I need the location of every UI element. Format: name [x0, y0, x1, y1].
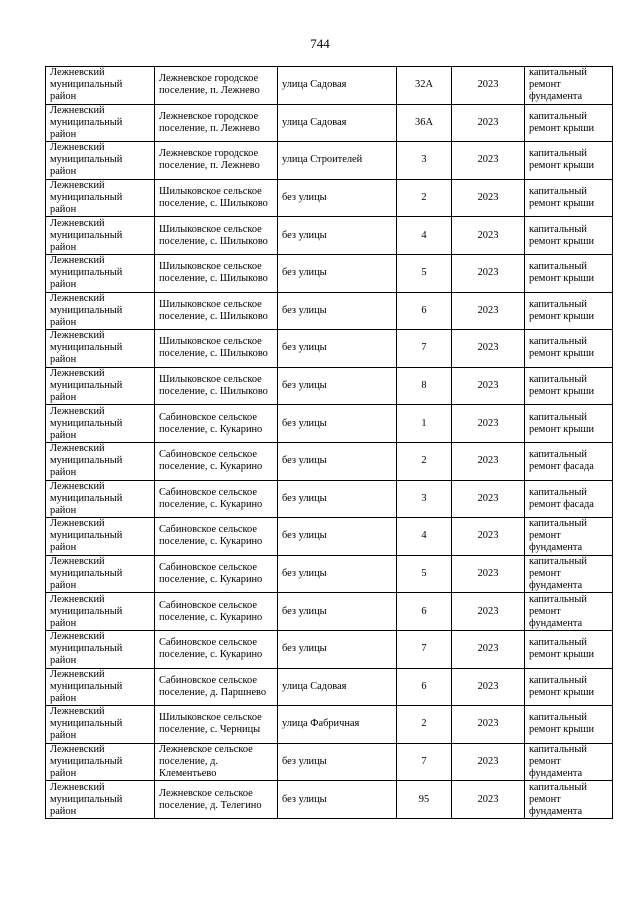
work-type-cell: капитальный ремонт крыши	[525, 405, 613, 443]
table-row	[46, 781, 613, 819]
work-type-cell: капитальный ремонт фундамента	[525, 67, 613, 105]
district-cell: Лежневский муниципальный район	[46, 104, 155, 142]
district-cell: Лежневский муниципальный район	[46, 367, 155, 405]
street-cell: без улицы	[278, 442, 397, 480]
settlement-cell: Сабиновское сельское поселение, с. Кукарино	[155, 480, 278, 518]
district-cell: Лежневский муниципальный район	[46, 518, 155, 556]
district-cell: Лежневский муниципальный район	[46, 442, 155, 480]
table-row	[46, 405, 613, 443]
table-row	[46, 518, 613, 556]
table-row	[46, 668, 613, 706]
year-cell: 2023	[452, 179, 525, 217]
table-row	[46, 292, 613, 330]
settlement-cell: Сабиновское сельское поселение, д. Паршнево	[155, 668, 278, 706]
house-number-cell: 7	[397, 630, 452, 668]
street-cell: улица Садовая	[278, 668, 397, 706]
page-number: 744	[310, 36, 330, 51]
street-cell: без улицы	[278, 179, 397, 217]
district-cell: Лежневский муниципальный район	[46, 706, 155, 744]
year-cell: 2023	[452, 781, 525, 819]
year-cell: 2023	[452, 743, 525, 781]
table-row	[46, 217, 613, 255]
settlement-cell: Сабиновское сельское поселение, с. Кукарино	[155, 593, 278, 631]
settlement-cell: Шилыковское сельское поселение, с. Черницы	[155, 706, 278, 744]
district-cell: Лежневский муниципальный район	[46, 781, 155, 819]
work-type-cell: капитальный ремонт крыши	[525, 217, 613, 255]
settlement-cell: Лежневское городское поселение, п. Лежнево	[155, 142, 278, 180]
house-number-cell: 4	[397, 217, 452, 255]
district-cell: Лежневский муниципальный район	[46, 593, 155, 631]
house-number-cell: 95	[397, 781, 452, 819]
house-number-cell: 2	[397, 179, 452, 217]
street-cell: без улицы	[278, 743, 397, 781]
district-cell: Лежневский муниципальный район	[46, 254, 155, 292]
street-cell: без улицы	[278, 518, 397, 556]
house-number-cell: 4	[397, 518, 452, 556]
house-number-cell: 7	[397, 330, 452, 368]
year-cell: 2023	[452, 67, 525, 105]
settlement-cell: Сабиновское сельское поселение, с. Кукарино	[155, 555, 278, 593]
year-cell: 2023	[452, 217, 525, 255]
street-cell: без улицы	[278, 781, 397, 819]
house-number-cell: 6	[397, 668, 452, 706]
street-cell: улица Фабричная	[278, 706, 397, 744]
work-type-cell: капитальный ремонт фундамента	[525, 781, 613, 819]
year-cell: 2023	[452, 555, 525, 593]
settlement-cell: Шилыковское сельское поселение, с. Шилыково	[155, 217, 278, 255]
table-row	[46, 254, 613, 292]
settlement-cell: Шилыковское сельское поселение, с. Шилыково	[155, 292, 278, 330]
street-cell: без улицы	[278, 254, 397, 292]
street-cell: без улицы	[278, 480, 397, 518]
year-cell: 2023	[452, 292, 525, 330]
repair-schedule-table	[45, 66, 613, 819]
house-number-cell: 5	[397, 555, 452, 593]
year-cell: 2023	[452, 254, 525, 292]
table-row	[46, 706, 613, 744]
settlement-cell: Лежневское городское поселение, п. Лежнево	[155, 67, 278, 105]
year-cell: 2023	[452, 367, 525, 405]
settlement-cell: Сабиновское сельское поселение, с. Кукарино	[155, 405, 278, 443]
district-cell: Лежневский муниципальный район	[46, 217, 155, 255]
house-number-cell: 3	[397, 480, 452, 518]
house-number-cell: 8	[397, 367, 452, 405]
table-row	[46, 104, 613, 142]
street-cell: улица Садовая	[278, 67, 397, 105]
work-type-cell: капитальный ремонт крыши	[525, 292, 613, 330]
district-cell: Лежневский муниципальный район	[46, 405, 155, 443]
year-cell: 2023	[452, 593, 525, 631]
year-cell: 2023	[452, 630, 525, 668]
year-cell: 2023	[452, 104, 525, 142]
table-row	[46, 367, 613, 405]
settlement-cell: Шилыковское сельское поселение, с. Шилыково	[155, 330, 278, 368]
work-type-cell: капитальный ремонт фундамента	[525, 743, 613, 781]
table-row	[46, 179, 613, 217]
table-row	[46, 743, 613, 781]
year-cell: 2023	[452, 142, 525, 180]
settlement-cell: Сабиновское сельское поселение, с. Кукарино	[155, 518, 278, 556]
street-cell: без улицы	[278, 555, 397, 593]
district-cell: Лежневский муниципальный район	[46, 292, 155, 330]
work-type-cell: капитальный ремонт крыши	[525, 706, 613, 744]
street-cell: без улицы	[278, 630, 397, 668]
house-number-cell: 7	[397, 743, 452, 781]
work-type-cell: капитальный ремонт фасада	[525, 480, 613, 518]
table-row	[46, 480, 613, 518]
settlement-cell: Лежневское сельское поселение, д. Телегино	[155, 781, 278, 819]
district-cell: Лежневский муниципальный район	[46, 630, 155, 668]
work-type-cell: капитальный ремонт крыши	[525, 330, 613, 368]
house-number-cell: 2	[397, 442, 452, 480]
table-row	[46, 555, 613, 593]
work-type-cell: капитальный ремонт фундамента	[525, 555, 613, 593]
year-cell: 2023	[452, 405, 525, 443]
year-cell: 2023	[452, 330, 525, 368]
year-cell: 2023	[452, 668, 525, 706]
year-cell: 2023	[452, 518, 525, 556]
district-cell: Лежневский муниципальный район	[46, 142, 155, 180]
settlement-cell: Лежневское городское поселение, п. Лежнево	[155, 104, 278, 142]
settlement-cell: Сабиновское сельское поселение, с. Кукарино	[155, 630, 278, 668]
district-cell: Лежневский муниципальный район	[46, 743, 155, 781]
street-cell: без улицы	[278, 292, 397, 330]
table-row	[46, 442, 613, 480]
work-type-cell: капитальный ремонт крыши	[525, 367, 613, 405]
street-cell: без улицы	[278, 367, 397, 405]
work-type-cell: капитальный ремонт крыши	[525, 104, 613, 142]
table-row	[46, 142, 613, 180]
house-number-cell: 32А	[397, 67, 452, 105]
house-number-cell: 6	[397, 593, 452, 631]
settlement-cell: Шилыковское сельское поселение, с. Шилыково	[155, 254, 278, 292]
house-number-cell: 3	[397, 142, 452, 180]
table-row	[46, 630, 613, 668]
house-number-cell: 1	[397, 405, 452, 443]
house-number-cell: 5	[397, 254, 452, 292]
settlement-cell: Шилыковское сельское поселение, с. Шилыково	[155, 367, 278, 405]
house-number-cell: 6	[397, 292, 452, 330]
table-row	[46, 67, 613, 105]
work-type-cell: капитальный ремонт фундамента	[525, 593, 613, 631]
work-type-cell: капитальный ремонт крыши	[525, 668, 613, 706]
table-row	[46, 593, 613, 631]
settlement-cell: Сабиновское сельское поселение, с. Кукарино	[155, 442, 278, 480]
settlement-cell: Лежневское сельское поселение, д. Клементьево	[155, 743, 278, 781]
district-cell: Лежневский муниципальный район	[46, 330, 155, 368]
year-cell: 2023	[452, 480, 525, 518]
work-type-cell: капитальный ремонт фасада	[525, 442, 613, 480]
table-row	[46, 330, 613, 368]
district-cell: Лежневский муниципальный район	[46, 668, 155, 706]
year-cell: 2023	[452, 442, 525, 480]
street-cell: без улицы	[278, 405, 397, 443]
year-cell: 2023	[452, 706, 525, 744]
work-type-cell: капитальный ремонт крыши	[525, 142, 613, 180]
street-cell: улица Строителей	[278, 142, 397, 180]
street-cell: без улицы	[278, 593, 397, 631]
work-type-cell: капитальный ремонт крыши	[525, 179, 613, 217]
district-cell: Лежневский муниципальный район	[46, 179, 155, 217]
work-type-cell: капитальный ремонт крыши	[525, 630, 613, 668]
work-type-cell: капитальный ремонт крыши	[525, 254, 613, 292]
work-type-cell: капитальный ремонт фундамента	[525, 518, 613, 556]
street-cell: без улицы	[278, 330, 397, 368]
settlement-cell: Шилыковское сельское поселение, с. Шилыково	[155, 179, 278, 217]
house-number-cell: 2	[397, 706, 452, 744]
house-number-cell: 36А	[397, 104, 452, 142]
street-cell: улица Садовая	[278, 104, 397, 142]
district-cell: Лежневский муниципальный район	[46, 67, 155, 105]
street-cell: без улицы	[278, 217, 397, 255]
district-cell: Лежневский муниципальный район	[46, 555, 155, 593]
district-cell: Лежневский муниципальный район	[46, 480, 155, 518]
